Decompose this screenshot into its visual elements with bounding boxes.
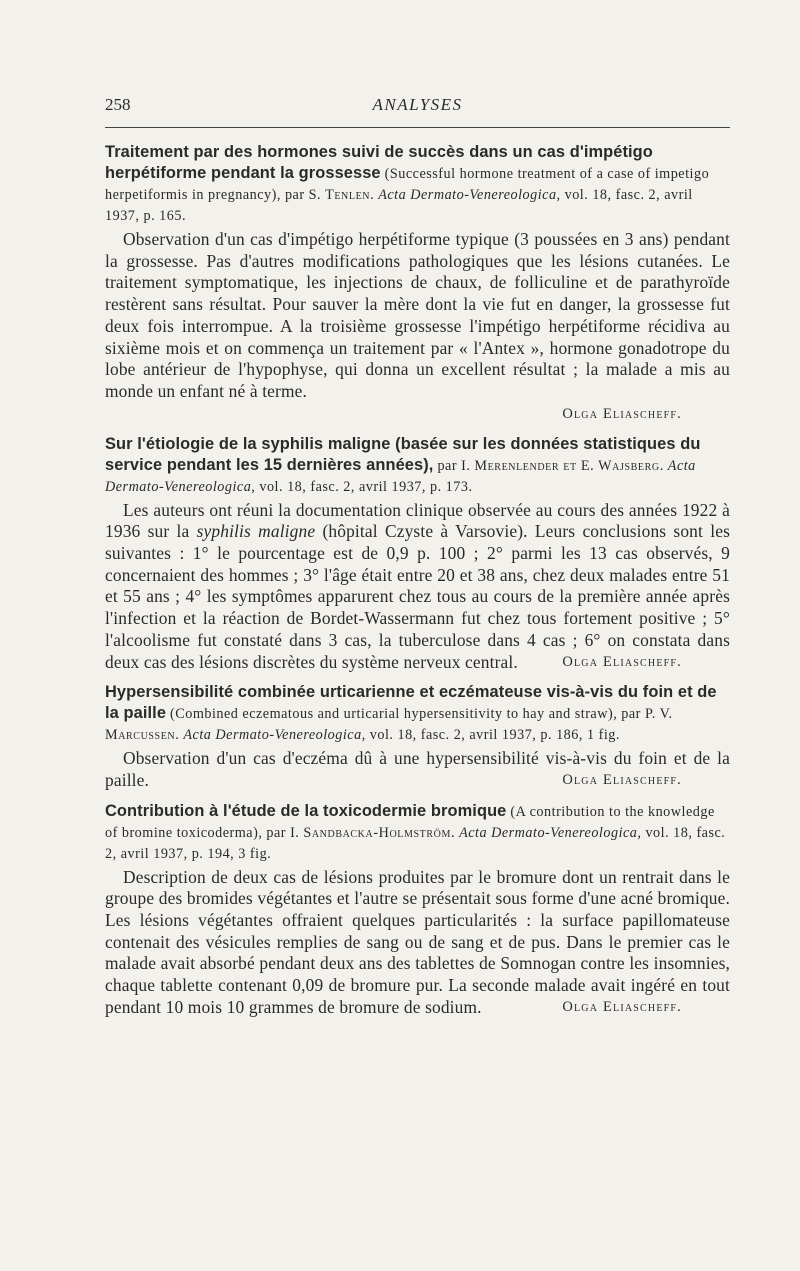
article-syphilis — [105, 434, 730, 674]
article-author: Tenlen — [325, 187, 371, 203]
article-citation-tail: vol. 18, fasc. 2, avril 1937, p. 173. — [259, 478, 473, 495]
article-citation-tail: vol. 18, fasc. 2, avril 1937, p. 165. — [105, 187, 693, 224]
article-signature: Olga Eliascheff. — [562, 998, 682, 1015]
article-title: Contribution à l'étude de la toxicodermie bromique — [105, 801, 507, 820]
article-toxicodermie — [105, 801, 730, 1019]
article-body: Description de deux cas de lésions produites par le bromure dont un rentrait dans le groupe des bromides végétantes et l'autre se présentait sous forme d'une acné bromique. Les lésions végétantes offraient quelques particularités : la surface papillomateuse contenait des vésicules remplies de sang ou de sang et de pus. Dans le premier cas le malade avait absorbé pendant deux ans des tablettes de Somnogan contre les insomnies, chaque tablette contenant 0,09 de bromure pur. La seconde malade avait ingéré en tout pendant 10 mois 10 grammes de bromure de sodium. Olga Eliascheff. — [105, 866, 730, 1017]
article-impetigo — [105, 142, 730, 425]
article-title: Traitement par des hormones suivi de succès dans un cas d'impétigo herpétiforme pendant la grossesse — [105, 143, 653, 182]
page-number: 258 — [105, 95, 131, 114]
article-journal: Acta Dermato-Venereologica, — [183, 727, 366, 744]
article-citation-tail: vol. 18, fasc. 2, avril 1937, p. 194, 3 fig. — [105, 824, 726, 862]
article-author: Sandbacka-Holmström — [303, 824, 451, 841]
article-title: Hypersensibilité combinée urticarienne et eczémateuse vis-à-vis du foin et de la paille — [105, 683, 717, 723]
article-body: Observation d'un cas d'eczéma dû à une hypersensibilité vis-à-vis du foin et de la paille. Olga Eliascheff. — [105, 748, 730, 790]
article-journal: Acta Dermato-Venereologica, — [105, 457, 696, 495]
article-author: Merenlender et E. Wajsberg — [474, 457, 660, 474]
page-header — [105, 95, 730, 121]
article-title: Sur l'étiologie de la syphilis maligne (basée sur les données statistiques du service pendant les 15 dernières années), — [105, 434, 701, 474]
article-signature: Olga Eliascheff. — [562, 405, 682, 422]
article-title-english: par I. — [437, 457, 471, 474]
article-signature: Olga Eliascheff. — [562, 771, 682, 788]
article-body: Observation d'un cas d'impétigo herpétiforme typique (3 poussées en 3 ans) pendant la grossesse. Pas d'autres modifications pathologiques que les lésions cutanées. Le traitement symptomatique, les injections de chaux, de folliculine et de parathyroïde restèrent sans résultat. Pour sauver la mère dont la vie fut en danger, la grossesse fut deux fois interrompue. A la troisième grossesse l'impétigo herpétiforme récidiva au sixième mois et on commença un traitement par « l'Antex », hormone gonadotrope du lobe antérieur de l'hypophyse, qui donna un excellent résultat ; la malade a mis au monde un enfant né à terme. — [105, 229, 730, 401]
emphasis: syphilis maligne — [196, 521, 316, 542]
article-citation: Sur l'étiologie de la syphilis maligne (basée sur les données statistiques du service pendant les 15 dernières années), par I. Merenlender et E. Wajsberg. Acta Dermato-Venereologica, vol. 18, fasc. 2, avril 1937, p. 173. — [105, 434, 701, 495]
article-signature: Olga Eliascheff. — [562, 653, 682, 670]
article-citation-tail: vol. 18, fasc. 2, avril 1937, p. 186, 1 fig. — [369, 727, 620, 744]
article-journal: Acta Dermato-Venereologica, — [378, 187, 561, 203]
article-citation: Hypersensibilité combinée urticarienne et eczémateuse vis-à-vis du foin et de la paille (Combined eczematous and urticarial hypersensitivity to hay and straw), par P. V. Marcussen. Acta Dermato-Venereologica, vol. 18, fasc. 2, avril 1937, p. 186, 1 fig. — [105, 683, 717, 744]
article-hypersensibilite — [105, 682, 730, 791]
article-citation: Traitement par des hormones suivi de succès dans un cas d'impétigo herpétiforme pendant la grossesse (Successful hormone treatment of a case of impetigo herpetiformis in pregnancy), par S. Tenlen. Acta Dermato-Venereologica, vol. 18, fasc. 2, avril 1937, p. 165. — [105, 143, 710, 224]
article-title-english: (Successful hormone treatment of a case of impetigo herpetiformis in pregnancy), par S. — [105, 166, 710, 203]
document-page — [105, 95, 730, 1028]
article-citation: Contribution à l'étude de la toxicodermie bromique (A contribution to the knowledge of bromine toxicoderma), par I. Sandbacka-Holmström. Acta Dermato-Venereologica, vol. 18, fasc. 2, avril 1937, p. 194, 3 fig. — [105, 801, 726, 862]
article-body: Les auteurs ont réuni la documentation clinique observée au cours des années 1922 à 1936 sur la syphilis maligne (hôpital Czyste à Varsovie). Leurs conclusions sont les suivantes : 1° le pourcentage est de 0,9 p. 100 ; 2° parmi les 13 cas observés, 9 concernaient des hommes ; 3° l'âge était entre 20 et 38 ans, chez deux malades entre 51 et 55 ans ; 4° les symptômes apparurent chez tous au cours de la première année après l'infection et la réaction de Bordet-Wassermann fut chez tous fortement positive ; 5° l'alcoolisme fut constaté dans 3 cas, la tuberculose dans 4 cas ; 6° on constata dans deux cas des lésions discrètes du système nerveux central. Olga Eliascheff. — [105, 499, 730, 672]
running-title: ANALYSES — [372, 95, 463, 114]
header-rule — [105, 127, 730, 128]
article-title-english: (Combined eczematous and urticarial hypersensitivity to hay and straw), par P. V. — [170, 706, 673, 723]
article-title-english: (A contribution to the knowledge of bromine toxicoderma), par I. — [105, 803, 715, 841]
article-journal: Acta Dermato-Venereologica, — [459, 824, 642, 841]
article-author: Marcussen — [105, 727, 176, 744]
